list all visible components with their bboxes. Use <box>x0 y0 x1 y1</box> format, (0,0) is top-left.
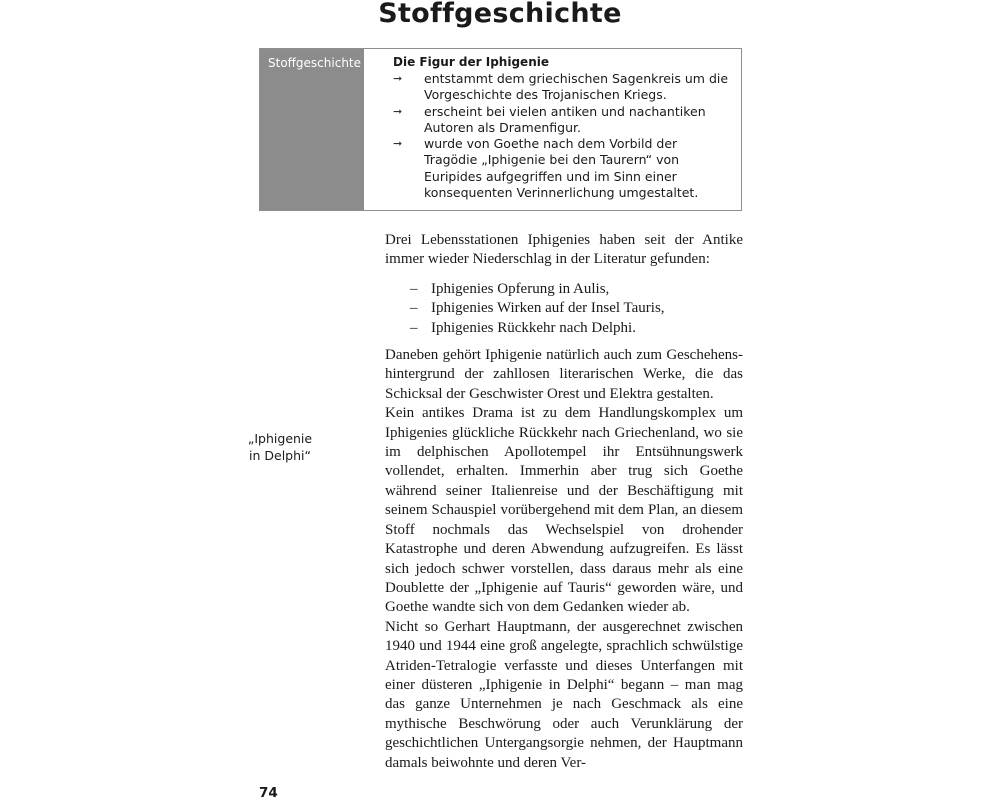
list-dash: – <box>410 280 418 297</box>
page-title: Stoffgeschichte <box>378 0 622 29</box>
summary-bullet <box>393 104 733 137</box>
margin-note-line: in Delphi“ <box>249 448 311 463</box>
summary-bullet-text: entstammt dem griechischen Sagenkreis um die Vorgeschichte des Trojanischen Kriegs. <box>424 71 729 103</box>
summary-box-label: Stoffgeschichte <box>260 49 364 210</box>
body-paragraph: Kein antikes Drama ist zu dem Handlungskomplex um Iphigenies glückliche Rückkehr nach Griechenland, wo sie im delphischen Apollotempel ihr Entsühnungswerk vollendet, erhalten. Immerhin aber trug sich Goethe während seiner Italienreise und der Beschäftigung mit seinem Schauspiel vorübergehend mit dem Plan, an diesem Stoff nochmals das Wechselspiel von drohender Katastrophe und deren Abwendung aufzugreifen. Es lässt sich jedoch schwer vorstellen, dass daraus mehr als eine Doublette der „Iphigenie auf Tauris“ geworden wäre, und Goethe wandte sich von dem Gedanken wieder ab. <box>385 405 743 616</box>
summary-box-heading: Die Figur der Iphigenie <box>393 55 549 69</box>
summary-box <box>259 48 742 211</box>
intro-paragraph: Drei Lebensstationen Iphigenies haben seit der Antike immer wieder Niederschlag in der Literatur gefunden: <box>385 232 743 268</box>
summary-bullet <box>393 136 733 201</box>
list-item-text: Iphigenies Rückkehr nach Delphi. <box>431 319 636 336</box>
list-item <box>385 299 743 318</box>
summary-bullet <box>393 71 733 104</box>
summary-bullet-list <box>393 71 733 201</box>
page-number: 74 <box>259 785 278 801</box>
summary-bullet-text: wurde von Goethe nach dem Vorbild der Tragödie „Iphigenie bei den Taurern“ von Euripides aufgegriffen und im Sinn einer konsequenten Verinnerlichung umgestaltet. <box>424 136 699 201</box>
margin-note-line: „Iphigenie <box>247 431 313 446</box>
body-paragraph: Nicht so Gerhart Hauptmann, der ausgerechnet zwischen 1940 und 1944 eine groß angelegte, sprachlich schwülstige Atriden-Tetralogie verfasste und dieses Unterfangen mit einer düsteren „Iphigenie in Delphi“ begann – man mag das ganze Unternehmen je nach Geschmack als eine mythische Beschwörung oder auch Verunklärung der geschichtlichen Untergangsorgie nehmen, der Hauptmann damals beiwohnte und deren Ver- <box>385 618 743 771</box>
body-paragraph: Daneben gehört Iphigenie natürlich auch zum Geschehenshintergrund der zahllosen literarischen Werke, die das Schicksal der Geschwister Orest und Elektra gestalten. <box>385 347 743 402</box>
list-item-text: Iphigenies Opferung in Aulis, <box>431 280 610 297</box>
main-text <box>385 231 743 773</box>
list-item <box>385 319 743 338</box>
arrow-right-icon: ➞ <box>393 137 403 151</box>
summary-bullet-text: erscheint bei vielen antiken und nachantiken Autoren als Dramenfigur. <box>424 103 706 135</box>
list-dash: – <box>410 300 418 317</box>
list-item-text: Iphigenies Wirken auf der Insel Tauris, <box>431 300 665 317</box>
life-stations-list <box>385 280 743 338</box>
summary-box-content <box>364 49 741 210</box>
arrow-right-icon: ➞ <box>393 72 403 85</box>
list-dash: – <box>410 319 418 336</box>
arrow-right-icon: ➞ <box>393 104 403 118</box>
list-item <box>385 280 743 299</box>
margin-note <box>220 430 340 464</box>
